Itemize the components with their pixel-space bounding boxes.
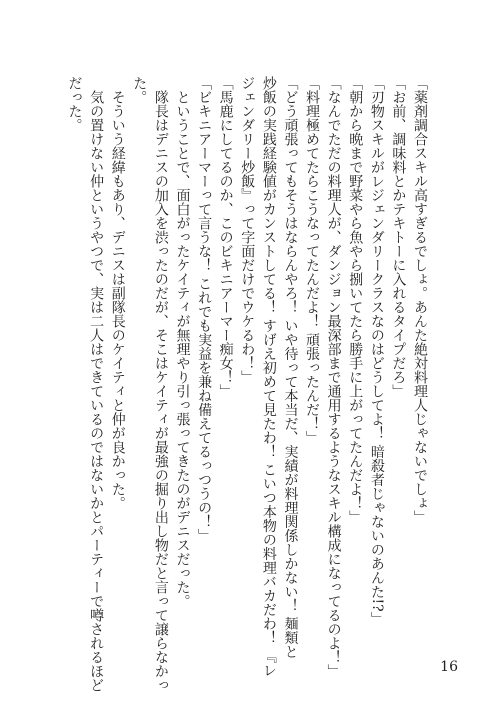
text-line: 「料理極めてたらこうなってたんだよ！ 頑張ったんだ！」 [304,76,321,445]
text-line: た。 [131,76,148,104]
text-line: 隊長はデニスの加入を渋ったのだが、そこはケイティが最強の掘り出し物だと言って譲らなかっ [152,76,169,692]
body-text [63,76,430,692]
text-line: 「朝から晩まで野菜やら魚やら捌いてたら勝手に上がってたんだよ！」 [347,76,364,524]
text-line: ということで、面白がったケイティが無理やり引っ張ってきたのがデニスだった。 [174,76,191,608]
text-line: そういう経緯もあり、デニスは副隊長のケイティと仲が良かった。 [109,76,126,510]
text-line: 「ビキニアーマーって言うな！ これでも実益を兼ね備えてるっつうの！」 [196,76,213,543]
text-line: 気の置けない仲というやつで、実は二人はできているのではないかとパーティーで噂されるほど [88,76,105,692]
text-line: 「お前、調味料とかテキトーに入れるタイプだろ」 [390,76,407,398]
text-line: 「馬鹿にしてるのか、このビキニアーマー痴女！」 [217,76,234,398]
page-number: 16 [440,659,458,675]
text-line: 「どう頑張ってもそうはならんやろ！ いや待って本当だ、実績が料理関係しかない！ 麺類と [282,76,299,659]
text-line: ジェンダリー炒飯』って字面だけでウケるわ！」 [239,76,256,384]
text-line: 「薬剤調合スキル高すぎるでしょ。あんた絶対料理人じゃないでしょ」 [412,76,428,524]
text-line: 「なんでただの料理人が、ダンジョン最深部まで通用するようなスキル構成になってるのよ！」 [325,76,342,678]
text-line: 炒飯の実践経験値がカンストしてる！ すげえ初めて見たわ！ こいつ本物の料理バカだわ！ 『レ [260,76,277,678]
text-line: 「刃物スキルがレジェンダリークラスなのはどうしてよ！ 暗殺者じゃないのあんた!?」 [368,76,385,626]
text-line: だった。 [66,76,83,132]
